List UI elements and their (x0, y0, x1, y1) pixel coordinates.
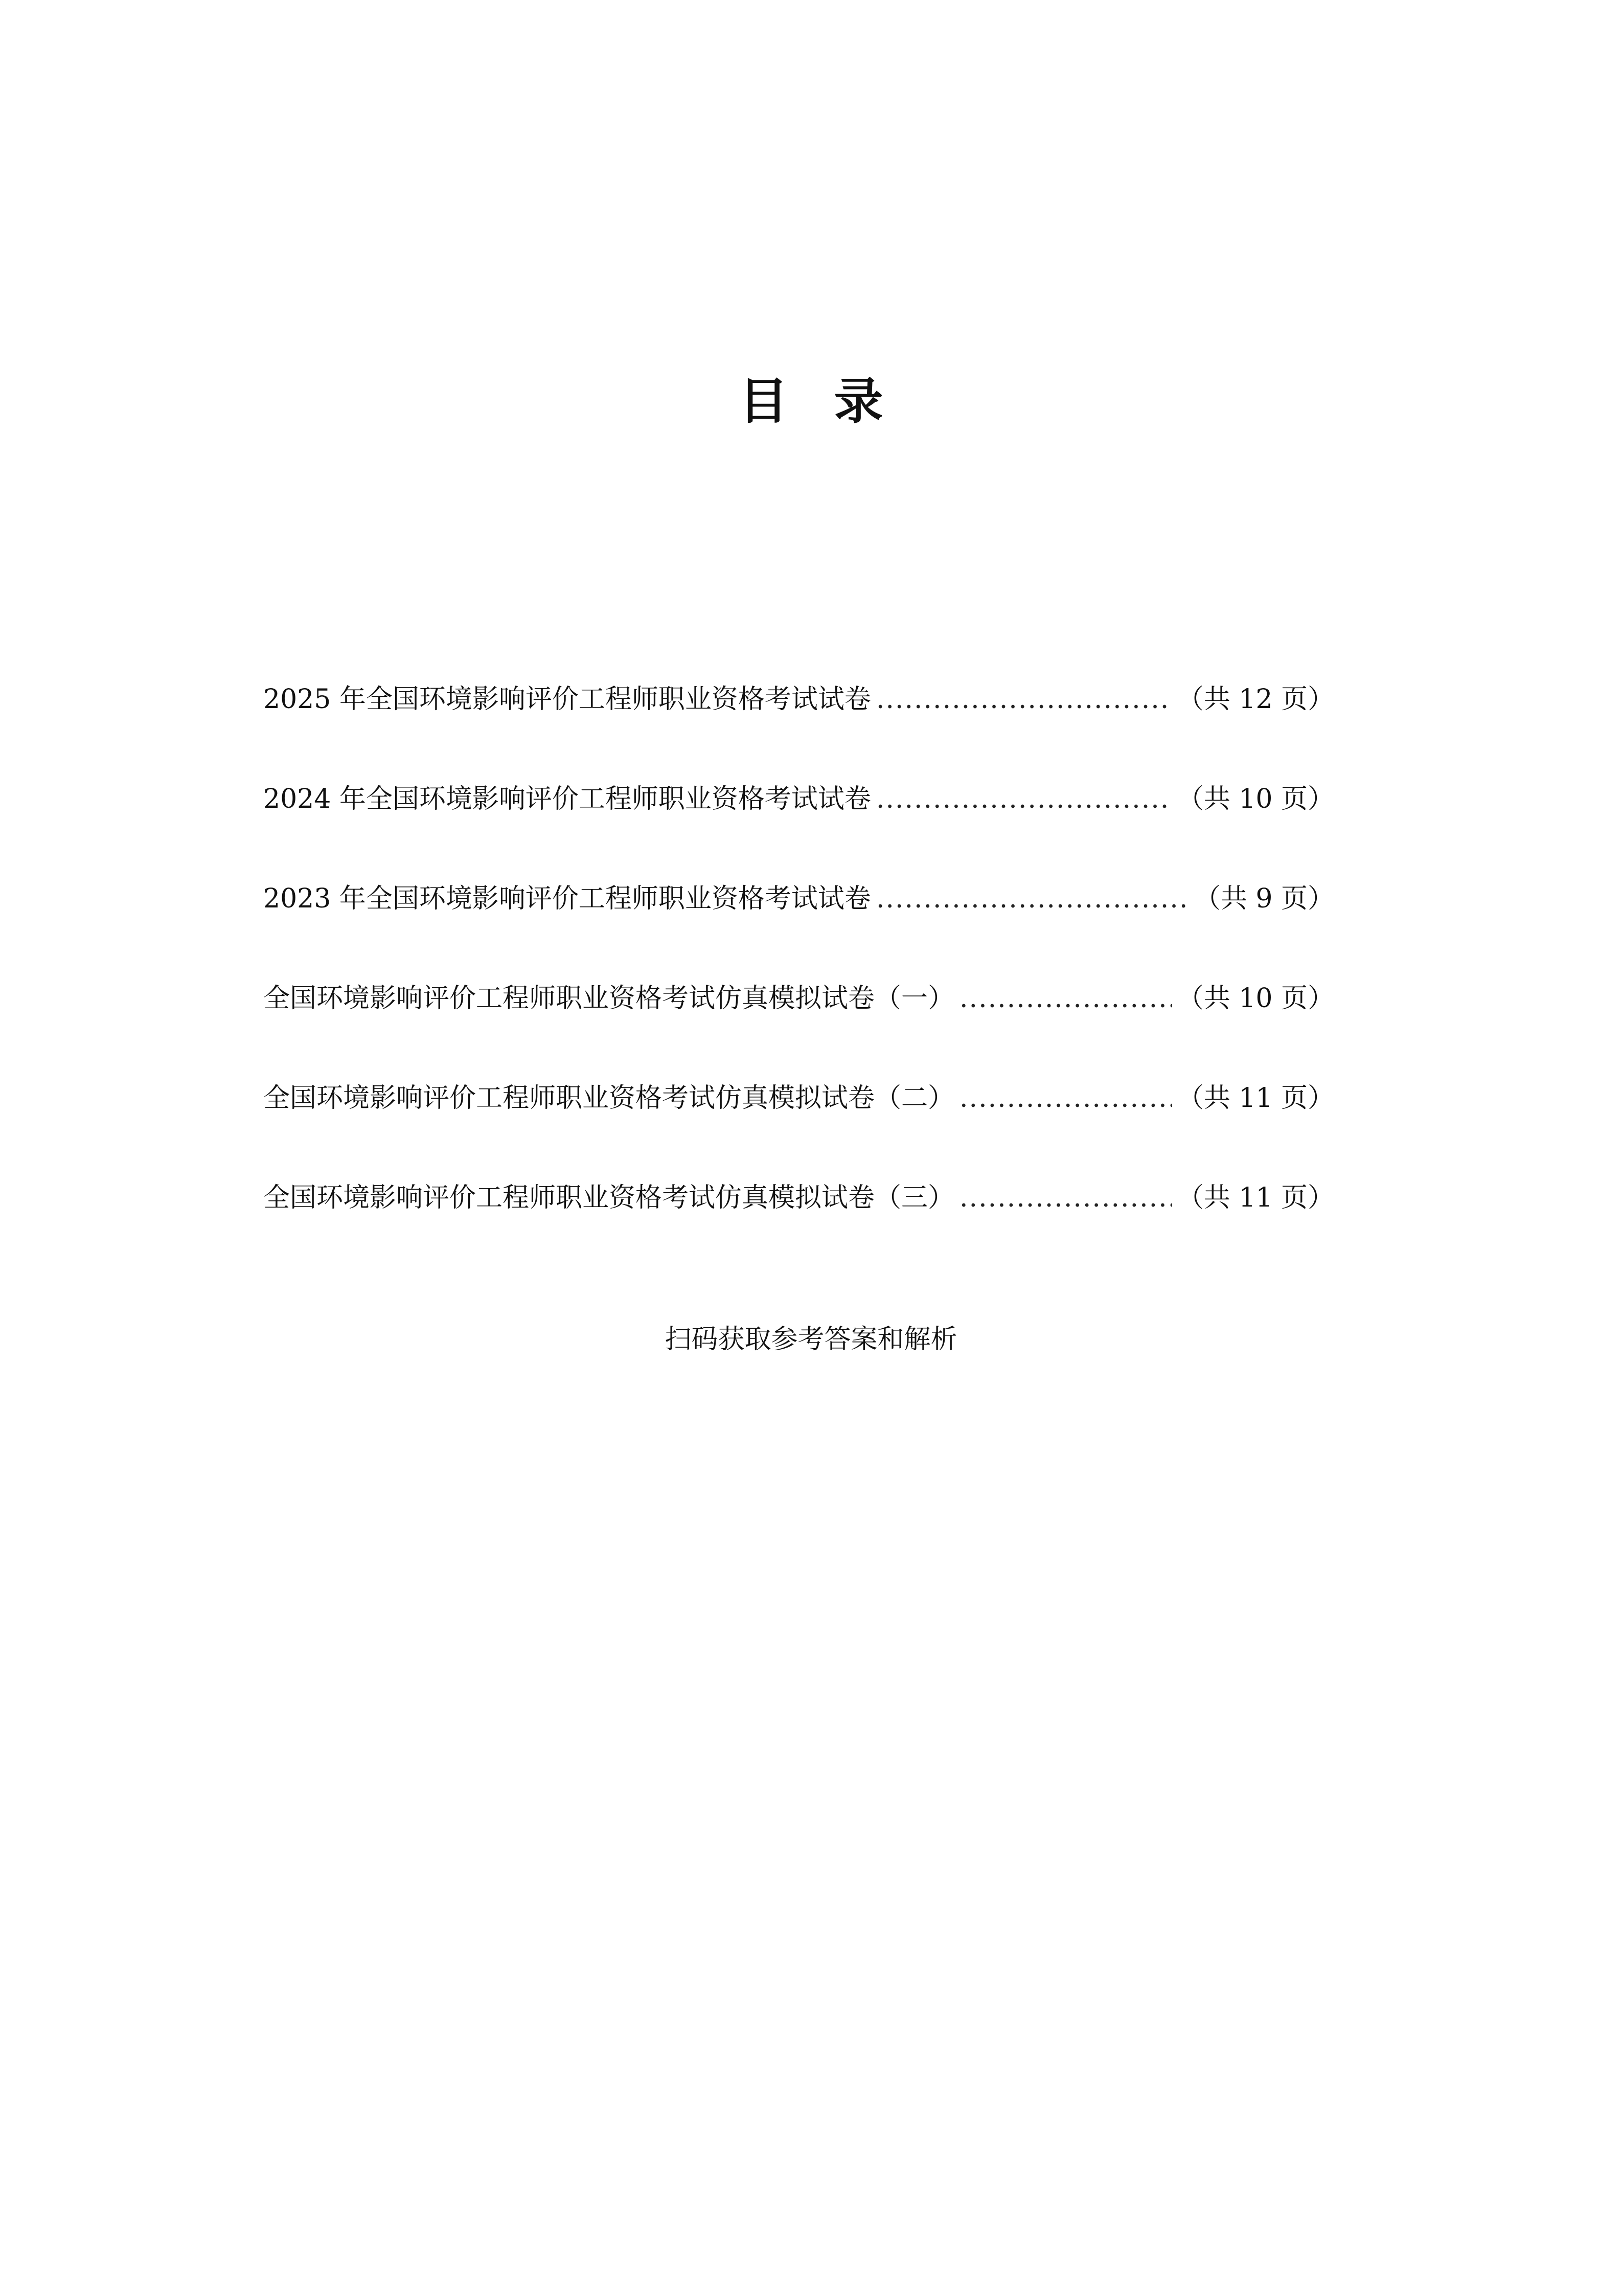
toc-dot-leader (960, 983, 1172, 1014)
toc-entry-pages: （共 10 页） (1177, 983, 1334, 1014)
toc-entry-pages: （共 11 页） (1177, 1082, 1334, 1113)
table-of-contents (263, 649, 1334, 1247)
toc-entry[interactable] (263, 749, 1334, 849)
toc-dot-leader (876, 684, 1172, 715)
toc-entry-pages: （共 11 页） (1177, 1182, 1334, 1213)
toc-dot-leader (960, 1183, 1172, 1213)
toc-entry-label: 2023 年全国环境影响评价工程师职业资格考试试卷 (263, 883, 871, 914)
toc-entry-label: 全国环境影响评价工程师职业资格考试仿真模拟试卷（一） (263, 983, 955, 1014)
toc-entry[interactable] (263, 948, 1334, 1048)
toc-entry-label: 全国环境影响评价工程师职业资格考试仿真模拟试卷（二） (263, 1082, 955, 1113)
toc-entry-label: 全国环境影响评价工程师职业资格考试仿真模拟试卷（三） (263, 1182, 955, 1213)
toc-dot-leader (960, 1083, 1172, 1113)
toc-entry-pages: （共 10 页） (1177, 783, 1334, 814)
toc-dot-leader (876, 784, 1172, 814)
toc-entry[interactable] (263, 849, 1334, 948)
toc-entry-pages: （共 12 页） (1177, 684, 1334, 715)
toc-entry-label: 2024 年全国环境影响评价工程师职业资格考试试卷 (263, 783, 871, 814)
page-title-char-1: 目 (739, 372, 788, 430)
toc-entry-pages: （共 9 页） (1194, 883, 1334, 914)
page-title-char-2: 录 (834, 372, 883, 430)
toc-entry-label: 2025 年全国环境影响评价工程师职业资格考试试卷 (263, 684, 871, 715)
toc-entry[interactable] (263, 1048, 1334, 1148)
toc-entry[interactable] (263, 1148, 1334, 1247)
toc-dot-leader (876, 883, 1189, 914)
toc-entry[interactable] (263, 649, 1334, 749)
page-title (0, 373, 1622, 429)
scan-for-answers-text: 扫码获取参考答案和解析 (665, 1324, 957, 1355)
